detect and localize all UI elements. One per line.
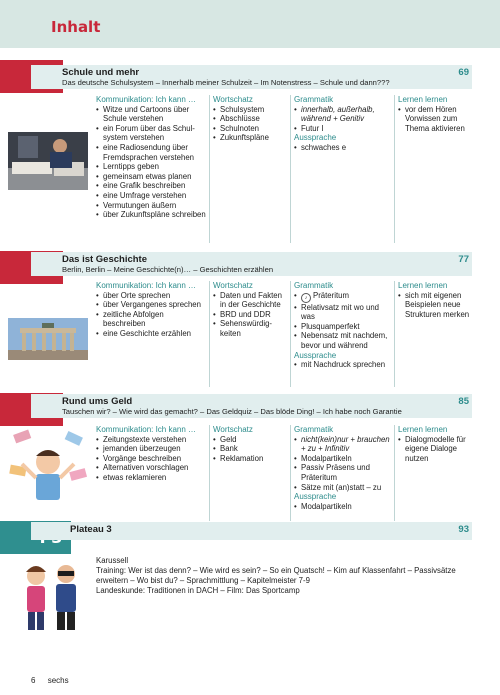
chapter-8-learning: Lernen lernen • sich mit eigenen Beispielen neue Strukturen merken (398, 281, 476, 319)
chapter-7-learning: Lernen lernen • vor dem Hören Vorwissen zum Thema aktivieren (398, 95, 476, 133)
list-item: • Witze und Cartoons über Schule verstehen (96, 105, 208, 124)
chapter-7-photo-student-at-desk (8, 132, 88, 190)
list-item: • Schulnoten (213, 124, 285, 134)
chapter-8-photo-brandenburg-gate (8, 318, 88, 360)
list-item: • ein Forum über das Schul-system verstehen (96, 124, 208, 143)
page-header (0, 0, 500, 48)
plateau-page-number: 93 (458, 524, 469, 535)
plateau-line-landeskunde: Landeskunde: Traditionen in DACH – Film: Das Sportcamp (96, 586, 300, 595)
chapter-9-grammar: Grammatik • nicht(kein)nur + brauchen + zu + Infinitiv • Modalpartikeln • Passiv Präsens und Präteritum • Sätze mit (an)statt – zu Aussprache • Modalpartikeln (294, 425, 392, 511)
list-item: • eine Geschichte erzählen (96, 329, 208, 339)
list-item: • Passiv Präsens und Präteritum (294, 463, 392, 482)
column-divider (290, 95, 291, 243)
list-item: • gemeinsam etwas planen (96, 172, 208, 182)
list-item: • jemanden überzeugen (96, 444, 208, 454)
plateau-illustration-two-characters (14, 558, 88, 634)
chapter-9-title: Rund ums Geld (62, 396, 133, 407)
plateau-content (96, 556, 476, 596)
chapter-7-tab-tail (0, 60, 31, 93)
plateau-line-karussell: Karussell (96, 556, 129, 565)
list-item: • eine Umfrage verstehen (96, 191, 208, 201)
chapter-8-banner (31, 252, 472, 276)
plateau-line-training: Training: Wer ist das denn? – Wie wird es sein? – So ein Quatsch! – Kim auf Klassenfahrt – Passivsätze erweitern – Wo bist du? – Sprachmittlung – Kapitelmeister 7-9 (96, 566, 456, 585)
list-item: • Lerntipps geben (96, 162, 208, 172)
list-item: • etwas reklamieren (96, 473, 208, 483)
chapter-7-banner (31, 65, 472, 89)
chapter-7-grammar: Grammatik • innerhalb, außerhalb, während + Genitiv • Futur I Aussprache • schwaches e (294, 95, 392, 153)
column-divider (394, 95, 395, 243)
plateau-banner (31, 522, 472, 540)
footer-page-word: sechs (47, 676, 69, 685)
chapter-8-vocabulary: Wortschatz • Daten und Fakten in der Geschichte • BRD und DDR • Sehenswürdig-keiten (213, 281, 285, 339)
list-item: • Schulsystem (213, 105, 285, 115)
column-divider (209, 425, 210, 521)
footer-page-number: 6 (31, 676, 36, 685)
column-divider (209, 281, 210, 387)
list-item: • Daten und Fakten in der Geschichte (213, 291, 285, 310)
list-item: • Alternativen vorschlagen (96, 463, 208, 473)
plateau-tab-tail (0, 521, 31, 554)
list-item: • eine Grafik beschreiben (96, 181, 208, 191)
chapter-7-title: Schule und mehr (62, 67, 140, 78)
list-item: • Sätze mit (an)statt – zu (294, 483, 392, 493)
chapter-7-page-number: 69 (458, 67, 469, 78)
chapter-9-vocabulary: Wortschatz • Geld • Bank • Reklamation (213, 425, 285, 463)
list-item: • über Vergangenes sprechen (96, 300, 208, 310)
audio-icon: ♪ (301, 293, 311, 303)
chapter-9-tab-tail (0, 393, 31, 426)
chapter-7-vocabulary: Wortschatz • Schulsystem • Abschlüsse • Schulnoten • Zukunftspläne (213, 95, 285, 143)
list-item: • Modalpartikeln (294, 502, 392, 512)
list-item: • Plusquamperfekt (294, 322, 392, 332)
list-item: • Zukunftspläne (213, 133, 285, 143)
chapter-9-banner (31, 394, 472, 418)
list-item: • mit Nachdruck sprechen (294, 360, 392, 370)
chapter-9-illustration-money (8, 426, 88, 506)
chapter-8-page-number: 77 (458, 254, 469, 265)
list-item: • Modalpartikeln (294, 454, 392, 464)
page-footer (31, 676, 69, 685)
chapter-8-title: Das ist Geschichte (62, 254, 148, 265)
list-item: • eine Radiosendung über Fremdsprachen verstehen (96, 143, 208, 162)
list-item: • Reklamation (213, 454, 285, 464)
page-title: Inhalt (51, 18, 101, 36)
list-item: • Sehenswürdig-keiten (213, 319, 285, 338)
column-divider (209, 95, 210, 243)
chapter-9-page-number: 85 (458, 396, 469, 407)
list-item: • Zeitungstexte verstehen (96, 435, 208, 445)
chapter-7-subtitle: Das deutsche Schulsystem – Innerhalb meiner Schulzeit – Im Notenstress – Schule und dann??? (62, 78, 390, 87)
column-divider (290, 281, 291, 387)
chapter-8-subtitle: Berlin, Berlin – Meine Geschichte(n)… – Geschichten erzählen (62, 265, 274, 274)
list-item: • ♪ Präteritum (294, 291, 392, 303)
list-item: • Dialogmodelle für eigene Dialoge nutzen (398, 435, 476, 464)
list-item: • schwaches e (294, 143, 392, 153)
list-item: • über Zukunftspläne schreiben (96, 210, 208, 220)
list-item: • BRD und DDR (213, 310, 285, 320)
list-item: • Vorgänge beschreiben (96, 454, 208, 464)
list-item: • Futur I (294, 124, 392, 134)
chapter-8-tab-tail (0, 251, 31, 284)
list-item: • Relativsatz mit wo und was (294, 303, 392, 322)
chapter-9-learning: Lernen lernen • Dialogmodelle für eigene Dialoge nutzen (398, 425, 476, 463)
column-divider (290, 425, 291, 521)
chapter-8-grammar: Grammatik • ♪ Präteritum • Relativsatz mit wo und was • Plusquamperfekt • Nebensatz mit nachdem, bevor und während Aussprache • mit Nachdruck sprechen (294, 281, 392, 370)
list-item: • Vermutungen äußern (96, 201, 208, 211)
list-item: • Bank (213, 444, 285, 454)
list-item: • Abschlüsse (213, 114, 285, 124)
list-item: • sich mit eigenen Beispielen neue Strukturen merken (398, 291, 476, 320)
chapter-9-subtitle: Tauschen wir? – Wie wird das gemacht? – Das Geldquiz – Das blöde Ding! – Ich habe noch Garantie (62, 407, 402, 416)
plateau-title: Plateau 3 (70, 524, 112, 535)
list-item: • vor dem Hören Vorwissen zum Thema aktivieren (398, 105, 476, 134)
chapter-7-communication: Kommunikation: Ich kann … • Witze und Cartoons über Schule verstehen • ein Forum über das Schul-system verstehen • eine Radiosendung über Fremdsprachen verstehen • Lerntipps geben • gemeinsam etwas planen • eine Grafik beschreiben • eine Umfrage verstehen • Vermutungen äußern • über Zukunftspläne schreiben (96, 95, 208, 220)
list-item: • Nebensatz mit nachdem, bevor und während (294, 331, 392, 350)
list-item: • zeitliche Abfolgen beschreiben (96, 310, 208, 329)
list-item: • innerhalb, außerhalb, während + Genitiv (294, 105, 392, 124)
list-item: • Geld (213, 435, 285, 445)
chapter-9-communication: Kommunikation: Ich kann … • Zeitungstexte verstehen • jemanden überzeugen • Vorgänge beschreiben • Alternativen vorschlagen • etwas reklamieren (96, 425, 208, 483)
list-item: • über Orte sprechen (96, 291, 208, 301)
chapter-8-communication: Kommunikation: Ich kann … • über Orte sprechen • über Vergangenes sprechen • zeitliche Abfolgen beschreiben • eine Geschichte erzählen (96, 281, 208, 339)
column-divider (394, 281, 395, 387)
column-divider (394, 425, 395, 521)
list-item: • nicht(kein)nur + brauchen + zu + Infinitiv (294, 435, 392, 454)
